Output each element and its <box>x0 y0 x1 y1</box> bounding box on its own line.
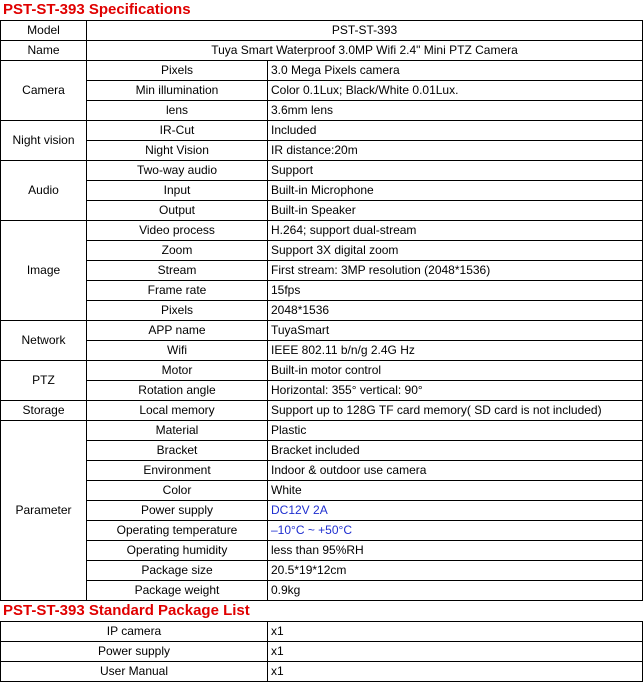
param-name: Operating temperature <box>87 521 268 541</box>
param-value: Included <box>268 121 643 141</box>
param-name: Frame rate <box>87 281 268 301</box>
package-qty: x1 <box>268 642 643 662</box>
param-name: Pixels <box>87 301 268 321</box>
param-name: Wifi <box>87 341 268 361</box>
param-name: IR-Cut <box>87 121 268 141</box>
param-value: Indoor & outdoor use camera <box>268 461 643 481</box>
param-value: Horizontal: 355° vertical: 90° <box>268 381 643 401</box>
table-row <box>1 221 643 241</box>
table-row <box>1 181 643 201</box>
table-row <box>1 662 643 682</box>
package-item: Power supply <box>1 642 268 662</box>
group-label: Night vision <box>1 121 87 161</box>
param-name: Motor <box>87 361 268 381</box>
group-label: Parameter <box>1 421 87 601</box>
table-row <box>1 581 643 601</box>
table-row <box>1 521 643 541</box>
param-value: Support up to 128G TF card memory( SD card is not included) <box>268 401 643 421</box>
package-title: PST-ST-393 Standard Package List <box>3 602 250 619</box>
table-row <box>1 161 643 181</box>
table-row <box>1 642 643 662</box>
table-row <box>1 381 643 401</box>
table-row <box>1 341 643 361</box>
param-value: 3.0 Mega Pixels camera <box>268 61 643 81</box>
table-row <box>1 501 643 521</box>
param-value: 15fps <box>268 281 643 301</box>
package-qty: x1 <box>268 622 643 642</box>
row-value: PST-ST-393 <box>87 21 643 41</box>
param-name: Package weight <box>87 581 268 601</box>
param-value: Support <box>268 161 643 181</box>
table-row <box>1 622 643 642</box>
param-value: 0.9kg <box>268 581 643 601</box>
param-name: Stream <box>87 261 268 281</box>
param-name: Material <box>87 421 268 441</box>
param-value: DC12V 2A <box>268 501 643 521</box>
param-value: less than 95%RH <box>268 541 643 561</box>
param-name: Color <box>87 481 268 501</box>
table-row <box>1 421 643 441</box>
table-row <box>1 461 643 481</box>
param-value: Built-in motor control <box>268 361 643 381</box>
param-name: Local memory <box>87 401 268 421</box>
table-row <box>1 141 643 161</box>
table-row <box>1 301 643 321</box>
group-label: Storage <box>1 401 87 421</box>
package-item: IP camera <box>1 622 268 642</box>
param-name: Power supply <box>87 501 268 521</box>
param-value: TuyaSmart <box>268 321 643 341</box>
table-row <box>1 261 643 281</box>
param-name: Environment <box>87 461 268 481</box>
param-name: APP name <box>87 321 268 341</box>
group-label: PTZ <box>1 361 87 401</box>
table-row <box>1 61 643 81</box>
specs-title: PST-ST-393 Specifications <box>3 1 191 18</box>
package-item: User Manual <box>1 662 268 682</box>
group-label: Camera <box>1 61 87 121</box>
table-row <box>1 401 643 421</box>
param-name: Night Vision <box>87 141 268 161</box>
param-name: Video process <box>87 221 268 241</box>
table-row <box>1 241 643 261</box>
param-name: Min illumination <box>87 81 268 101</box>
param-value: Bracket included <box>268 441 643 461</box>
table-row <box>1 361 643 381</box>
table-row <box>1 561 643 581</box>
row-label: Name <box>1 41 87 61</box>
table-row <box>1 481 643 501</box>
row-label: Model <box>1 21 87 41</box>
table-row <box>1 201 643 221</box>
param-value: H.264; support dual-stream <box>268 221 643 241</box>
param-name: Pixels <box>87 61 268 81</box>
param-value: Built-in Microphone <box>268 181 643 201</box>
group-label: Image <box>1 221 87 321</box>
param-name: Operating humidity <box>87 541 268 561</box>
param-value: 3.6mm lens <box>268 101 643 121</box>
param-value: First stream: 3MP resolution (2048*1536) <box>268 261 643 281</box>
table-row <box>1 41 643 61</box>
param-value: 20.5*19*12cm <box>268 561 643 581</box>
param-name: Two-way audio <box>87 161 268 181</box>
group-label: Network <box>1 321 87 361</box>
param-value: Color 0.1Lux; Black/White 0.01Lux. <box>268 81 643 101</box>
table-row <box>1 321 643 341</box>
table-row <box>1 81 643 101</box>
table-row <box>1 281 643 301</box>
table-row <box>1 441 643 461</box>
param-value: IEEE 802.11 b/n/g 2.4G Hz <box>268 341 643 361</box>
table-row <box>1 121 643 141</box>
param-name: Output <box>87 201 268 221</box>
param-name: Input <box>87 181 268 201</box>
param-value: Plastic <box>268 421 643 441</box>
param-name: Bracket <box>87 441 268 461</box>
param-value: 2048*1536 <box>268 301 643 321</box>
specs-table <box>0 20 643 601</box>
group-label: Audio <box>1 161 87 221</box>
table-row <box>1 101 643 121</box>
table-row <box>1 21 643 41</box>
param-value: –10°C ~ +50°C <box>268 521 643 541</box>
param-name: Zoom <box>87 241 268 261</box>
param-value: Built-in Speaker <box>268 201 643 221</box>
row-value: Tuya Smart Waterproof 3.0MP Wifi 2.4" Mini PTZ Camera <box>87 41 643 61</box>
package-table <box>0 621 643 682</box>
package-qty: x1 <box>268 662 643 682</box>
param-value: White <box>268 481 643 501</box>
param-name: lens <box>87 101 268 121</box>
param-value: Support 3X digital zoom <box>268 241 643 261</box>
table-row <box>1 541 643 561</box>
param-name: Rotation angle <box>87 381 268 401</box>
param-name: Package size <box>87 561 268 581</box>
param-value: IR distance:20m <box>268 141 643 161</box>
